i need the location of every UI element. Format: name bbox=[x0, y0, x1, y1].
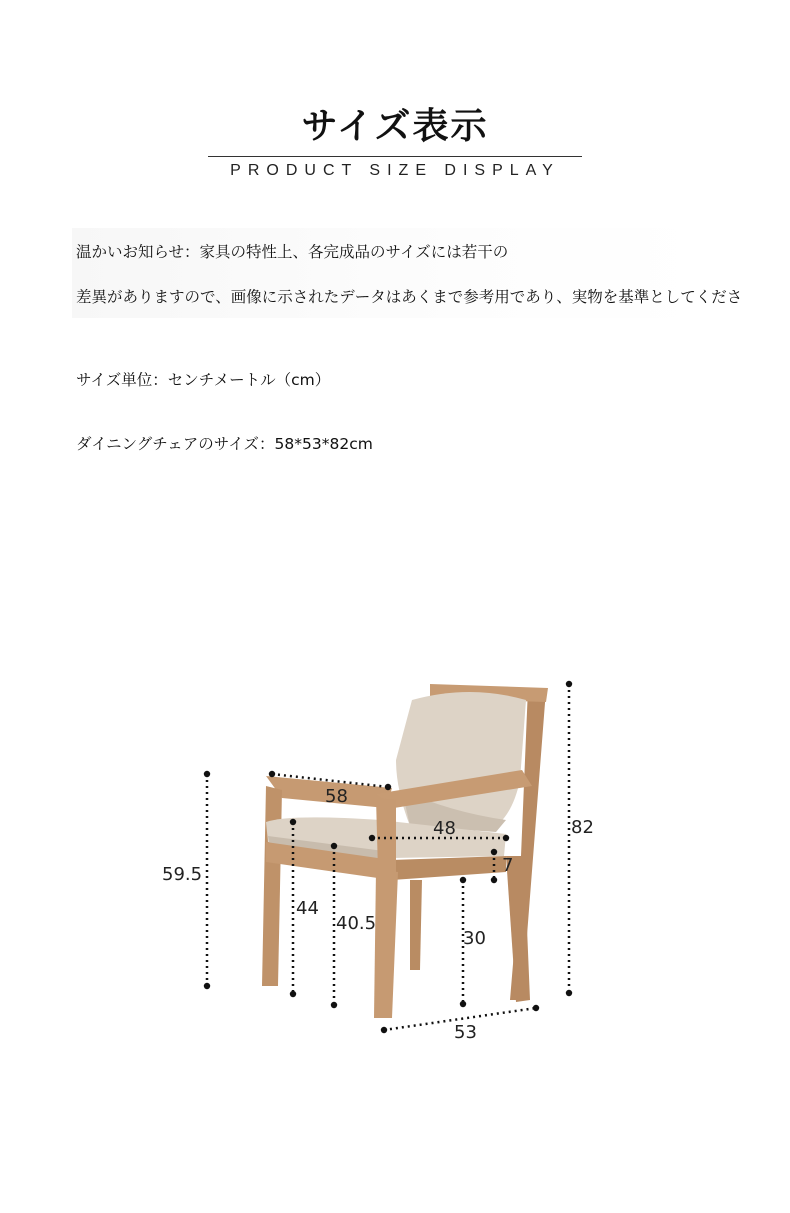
label-seat-height: 44 bbox=[296, 898, 319, 919]
unit-text: サイズ単位：センチメートル（cm） bbox=[76, 371, 331, 389]
chair-front-left-leg bbox=[262, 786, 282, 986]
page-subtitle: PRODUCT SIZE DISPLAY bbox=[230, 162, 560, 179]
label-total-height: 82 bbox=[571, 817, 594, 838]
page-title: サイズ表示 bbox=[301, 106, 489, 147]
label-depth: 53 bbox=[454, 1022, 477, 1043]
label-rail-height: 30 bbox=[463, 928, 486, 949]
notice-line-1: 温かいお知らせ：家具の特性上、各完成品のサイズには若干の bbox=[76, 243, 509, 261]
chair-illustration bbox=[262, 684, 548, 1018]
notice-line-2: 差異がありますので、画像に示されたデータはあくまで参考用であり、実物を基準としてくださ bbox=[76, 288, 743, 306]
label-arm-height: 59.5 bbox=[162, 864, 203, 885]
chair-front-right-leg bbox=[374, 870, 398, 1018]
label-arm-width: 58 bbox=[325, 786, 348, 807]
size-text: ダイニングチェアのサイズ：58*53*82cm bbox=[76, 435, 373, 453]
label-seat-thickness: 7 bbox=[502, 855, 514, 876]
label-seat-width: 48 bbox=[433, 818, 456, 839]
label-seat-front-height: 40.5 bbox=[336, 913, 377, 934]
